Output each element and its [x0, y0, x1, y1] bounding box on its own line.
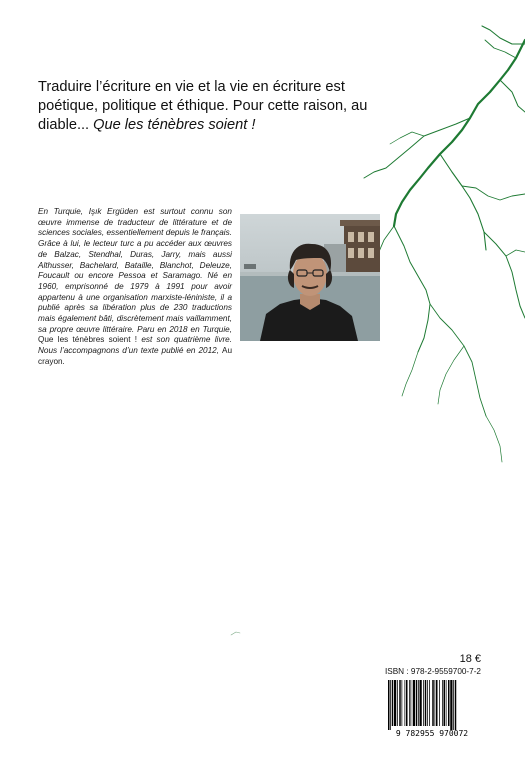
barcode-bar — [411, 680, 412, 726]
bio-paragraph-2-cont: est son quatrième livre. Nous l’accompagnons d’un texte publié en 2012, — [38, 335, 233, 356]
crack-branch-far-right — [506, 250, 525, 256]
crack-branch-lower2 — [402, 352, 418, 396]
barcode-digits: 9 782955 970072 — [395, 729, 469, 738]
barcode-bar — [436, 680, 438, 726]
barcode-bar — [418, 680, 419, 726]
barcode-bar — [448, 680, 450, 726]
bio-paragraph-1: En Turquie, Işık Ergüden est surtout connu son œuvre immense de traducteur de littérature et de sciences sociales, essentiellement depuis le français. Grâce à lui, le lecteur turc a pu accéder aux œuvres de Balzac, Stendhal, Duras, Jarry, mais aussi Althusser, Bachelard, Bataille, Blanchot, Deleuze, Foucault ou encore Pessoa et Saramago. — [38, 207, 232, 281]
barcode-bar — [425, 680, 427, 726]
bio-book-title: Que les ténèbres soient ! — [38, 335, 138, 345]
crack-branch-lower-left2 — [394, 226, 430, 352]
barcode-bar — [394, 680, 396, 726]
barcode-bar — [416, 680, 418, 726]
tagline-text: Traduire l’écriture en vie et la vie en écriture est poétique, politique et éthique. Pour cette raison, au diable... — [38, 79, 368, 133]
bio-paragraph-2: Né en 1960, emprisonné de 1979 à 1991 pour avoir appartenu à une organisation marxiste-léniniste, il a publié après sa libération plus de 230 traductions mais également bâti, discrètement mais vaillamment, sa propre œuvre littéraire. Paru en 2018 en Turquie, — [38, 271, 232, 334]
crack-main-branch — [394, 40, 525, 226]
price: 18 € — [459, 653, 481, 665]
barcode-bar — [402, 680, 403, 726]
barcode-bar — [439, 680, 440, 726]
barcode — [380, 680, 484, 738]
crack-branch-left2 — [390, 132, 424, 144]
barcode-bar — [435, 680, 436, 726]
barcode-bar — [455, 680, 457, 730]
barcode-bar — [388, 680, 390, 730]
barcode-bar — [409, 680, 410, 726]
barcode-bar — [432, 680, 434, 726]
barcode-bar — [444, 680, 446, 726]
barcode-bar — [423, 680, 424, 726]
crack-branch-tail — [486, 416, 502, 462]
bio-end: . — [62, 356, 65, 366]
tagline-book-title: Que les ténèbres soient ! — [93, 117, 256, 133]
barcode-bar — [413, 680, 415, 726]
crack-branch-top — [485, 40, 516, 58]
crack-branch-mid2 — [462, 186, 525, 200]
barcode-bar — [397, 680, 398, 726]
crack-branch-right — [500, 80, 525, 112]
tagline — [38, 78, 388, 135]
crack-branch-lower3 — [438, 346, 464, 404]
barcode-bar — [392, 680, 394, 726]
barcode-bar — [429, 680, 430, 726]
author-photo — [240, 214, 380, 341]
barcode-bar — [420, 680, 422, 726]
crack-branch-upper — [482, 26, 525, 44]
barcode-bar — [406, 680, 408, 726]
bio-book-title-2: Au crayon — [38, 346, 232, 366]
barcode-bar — [390, 680, 391, 730]
crack-branch-lower-right — [484, 232, 525, 318]
barcode-bar — [446, 680, 447, 726]
barcode-bar — [442, 680, 443, 726]
author-bio — [38, 207, 232, 368]
crack-fragment — [231, 632, 240, 635]
barcode-bar — [405, 680, 406, 726]
barcode-bar — [427, 680, 428, 726]
crack-branch-lower — [430, 304, 486, 416]
barcode-bar — [453, 680, 454, 730]
isbn-label: ISBN : 978-2-9559700-7-2 — [384, 667, 481, 676]
barcode-bar — [450, 680, 452, 730]
barcode-bar — [399, 680, 401, 726]
crack-branch-mid — [440, 154, 486, 250]
